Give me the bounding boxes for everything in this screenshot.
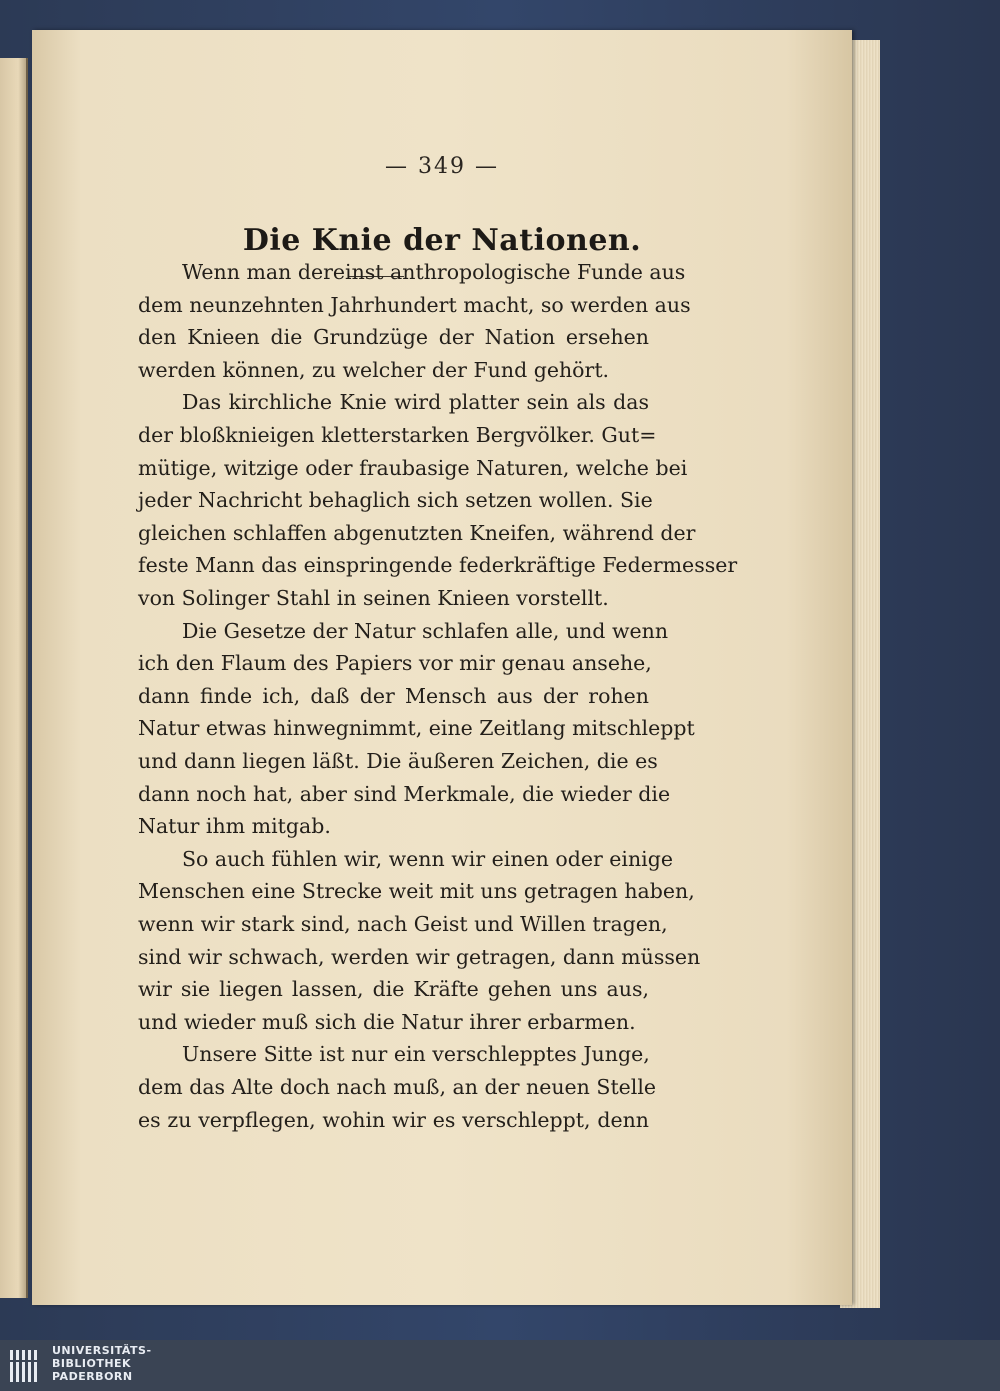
text-line: dem neunzehnten Jahrhundert macht, so werden aus: [138, 292, 691, 317]
logo-line: PADERBORN: [52, 1370, 133, 1383]
text-line: und wieder muß sich die Natur ihrer erbarmen.: [138, 1009, 636, 1034]
text-line: Natur etwas hinwegnimmt, eine Zeitlang mitschleppt: [138, 716, 695, 741]
text-line: wir sie liegen lassen, die Kräfte gehen uns aus,: [138, 977, 649, 1002]
chapter-heading: Die Knie der Nationen.: [242, 223, 642, 258]
page-number: — 349 —: [385, 154, 499, 179]
text-line: den Knieen die Grundzüge der Nation ersehen: [138, 325, 649, 350]
book-page: [32, 30, 852, 1305]
text-line: dann noch hat, aber sind Merkmale, die wieder die: [138, 781, 671, 806]
text-line: Die Gesetze der Natur schlafen alle, und wenn: [182, 618, 669, 643]
text-line: ich den Flaum des Papiers vor mir genau ansehe,: [138, 651, 652, 676]
text-line: Natur ihm mitgab.: [138, 814, 331, 839]
left-page-edge: [0, 58, 28, 1298]
text-line: dann finde ich, daß der Mensch aus der rohen: [138, 683, 649, 708]
logo-line: BIBLIOTHEK: [52, 1357, 132, 1370]
text-line: Das kirchliche Knie wird platter sein als das: [182, 390, 649, 415]
text-line: sind wir schwach, werden wir getragen, dann müssen: [138, 944, 701, 969]
text-line: wenn wir stark sind, nach Geist und Willen tragen,: [138, 912, 668, 936]
logo-line: UNIVERSITÄTS-: [52, 1344, 152, 1357]
text-line: mütige, witzige oder fraubasige Naturen, welche bei: [138, 455, 688, 480]
text-line: dem das Alte doch nach muß, an der neuen Stelle: [138, 1075, 657, 1099]
text-line: Wenn man dereinst anthropologische Funde aus: [182, 260, 686, 284]
text-line: Menschen eine Strecke weit mit uns getragen haben,: [138, 879, 695, 904]
text-line: feste Mann das einspringende federkräftige Federmesser: [138, 553, 738, 578]
text-line: und dann liegen läßt. Die äußeren Zeichen, die es: [138, 749, 658, 773]
text-line: der bloßknieigen kletterstarken Bergvölker. Gut=: [138, 423, 657, 447]
text-line: werden können, zu welcher der Fund gehört.: [138, 357, 610, 382]
text-line: Unsere Sitte ist nur ein verschlepptes Junge,: [182, 1042, 650, 1067]
text-line: gleichen schlaffen abgenutzten Kneifen, während der: [138, 520, 696, 545]
text-line: es zu verpflegen, wohin wir es verschleppt, denn: [138, 1107, 649, 1132]
library-logo-icon: [8, 1346, 44, 1386]
library-logo-text: [52, 1344, 152, 1383]
text-line: jeder Nachricht behaglich sich setzen wollen. Sie: [138, 488, 653, 513]
text-line: von Solinger Stahl in seinen Knieen vorstellt.: [138, 586, 609, 610]
text-line: So auch fühlen wir, wenn wir einen oder einige: [182, 846, 673, 871]
